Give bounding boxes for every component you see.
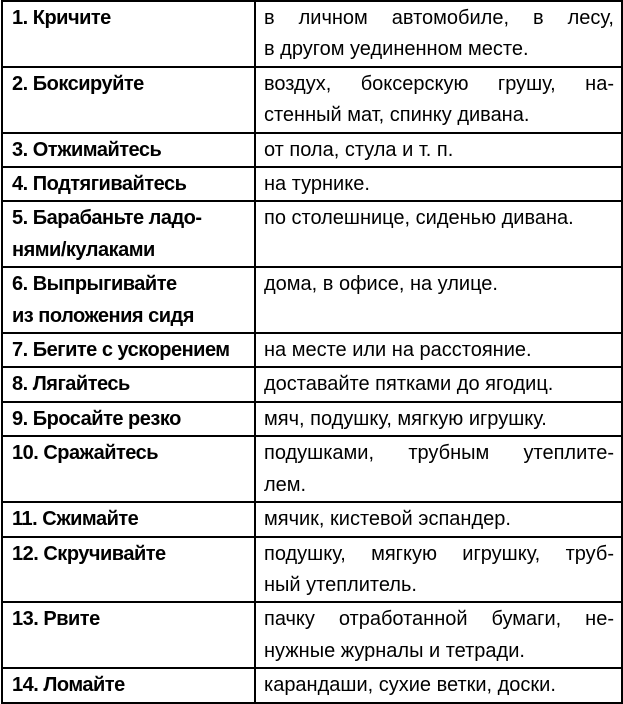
detail-line: дома, в офисе, на улице. [264, 273, 498, 296]
action-line: 13. Рвите [12, 608, 100, 631]
action-line: 4. Подтягивайтесь [12, 173, 187, 196]
action-line: 9. Бросайте резко [12, 407, 181, 430]
table-row [2, 668, 622, 702]
action-line: нями/кулаками [12, 238, 155, 261]
detail-line: в другом уединенном месте. [264, 38, 529, 61]
detail-cell [255, 402, 622, 436]
detail-line: мяч, подушку, мягкую игрушку. [264, 407, 547, 430]
table-row [2, 1, 622, 67]
action-cell [2, 201, 255, 267]
action-cell [2, 267, 255, 333]
action-line: 1. Кричите [12, 7, 111, 29]
detail-line: лем. [264, 473, 307, 496]
action-line: 6. Выпрыгивайте [12, 273, 177, 296]
action-cell [2, 333, 255, 367]
action-line: 12. Скручивайте [12, 542, 166, 565]
table-row [2, 267, 622, 333]
action-line: 3. Отжимайтесь [12, 138, 162, 161]
action-line: 10. Сражайтесь [12, 442, 159, 465]
detail-cell [255, 201, 622, 267]
table-row [2, 402, 622, 436]
action-cell [2, 167, 255, 201]
detail-cell [255, 602, 622, 668]
action-cell [2, 1, 255, 67]
detail-cell [255, 267, 622, 333]
table-row [2, 201, 622, 267]
detail-cell [255, 502, 622, 536]
action-line: 5. Барабаньте ладо- [12, 207, 202, 230]
table-row [2, 436, 622, 502]
table-row [2, 367, 622, 401]
detail-line: пачку отработанной бумаги, не- [264, 608, 614, 631]
table-row [2, 167, 622, 201]
detail-line: нужные журналы и тетради. [264, 639, 525, 662]
action-line: 14. Ломайте [12, 674, 125, 697]
detail-cell [255, 537, 622, 603]
detail-line: подушками, трубным утеплите- [264, 442, 614, 465]
action-cell [2, 67, 255, 133]
detail-line: мячик, кистевой эспандер. [264, 508, 511, 531]
detail-cell [255, 333, 622, 367]
action-line: 11. Сжимайте [12, 508, 139, 531]
detail-line: от пола, стула и т. п. [264, 138, 454, 161]
action-line: из положения сидя [12, 304, 194, 327]
action-line: 2. Боксируйте [12, 72, 144, 95]
exercise-table [1, 0, 623, 704]
detail-cell [255, 367, 622, 401]
detail-line: подушку, мягкую игрушку, труб- [264, 542, 614, 565]
action-cell [2, 367, 255, 401]
action-cell [2, 402, 255, 436]
detail-line: в личном автомобиле, в лесу, [264, 7, 614, 29]
action-cell [2, 133, 255, 167]
action-line: 7. Бегите с ускорением [12, 339, 230, 362]
detail-line: доставайте пятками до ягодиц. [264, 373, 554, 396]
table-row [2, 67, 622, 133]
action-line: 8. Лягайтесь [12, 373, 130, 396]
action-cell [2, 537, 255, 603]
action-cell [2, 436, 255, 502]
detail-line: стенный мат, спинку дивана. [264, 104, 530, 127]
table-row [2, 537, 622, 603]
detail-line: ный утеплитель. [264, 573, 417, 596]
table-row [2, 602, 622, 668]
detail-cell [255, 67, 622, 133]
action-cell [2, 668, 255, 702]
detail-cell [255, 133, 622, 167]
table-row [2, 133, 622, 167]
detail-line: воздух, боксерскую грушу, на- [264, 72, 614, 95]
detail-line: карандаши, сухие ветки, доски. [264, 674, 556, 697]
detail-cell [255, 668, 622, 702]
table-row [2, 502, 622, 536]
detail-line: на месте или на расстояние. [264, 339, 532, 362]
detail-cell [255, 1, 622, 67]
table-row [2, 333, 622, 367]
detail-line: по столешнице, сиденью дивана. [264, 207, 574, 230]
detail-line: на турнике. [264, 173, 370, 196]
action-cell [2, 502, 255, 536]
detail-cell [255, 436, 622, 502]
action-cell [2, 602, 255, 668]
detail-cell [255, 167, 622, 201]
